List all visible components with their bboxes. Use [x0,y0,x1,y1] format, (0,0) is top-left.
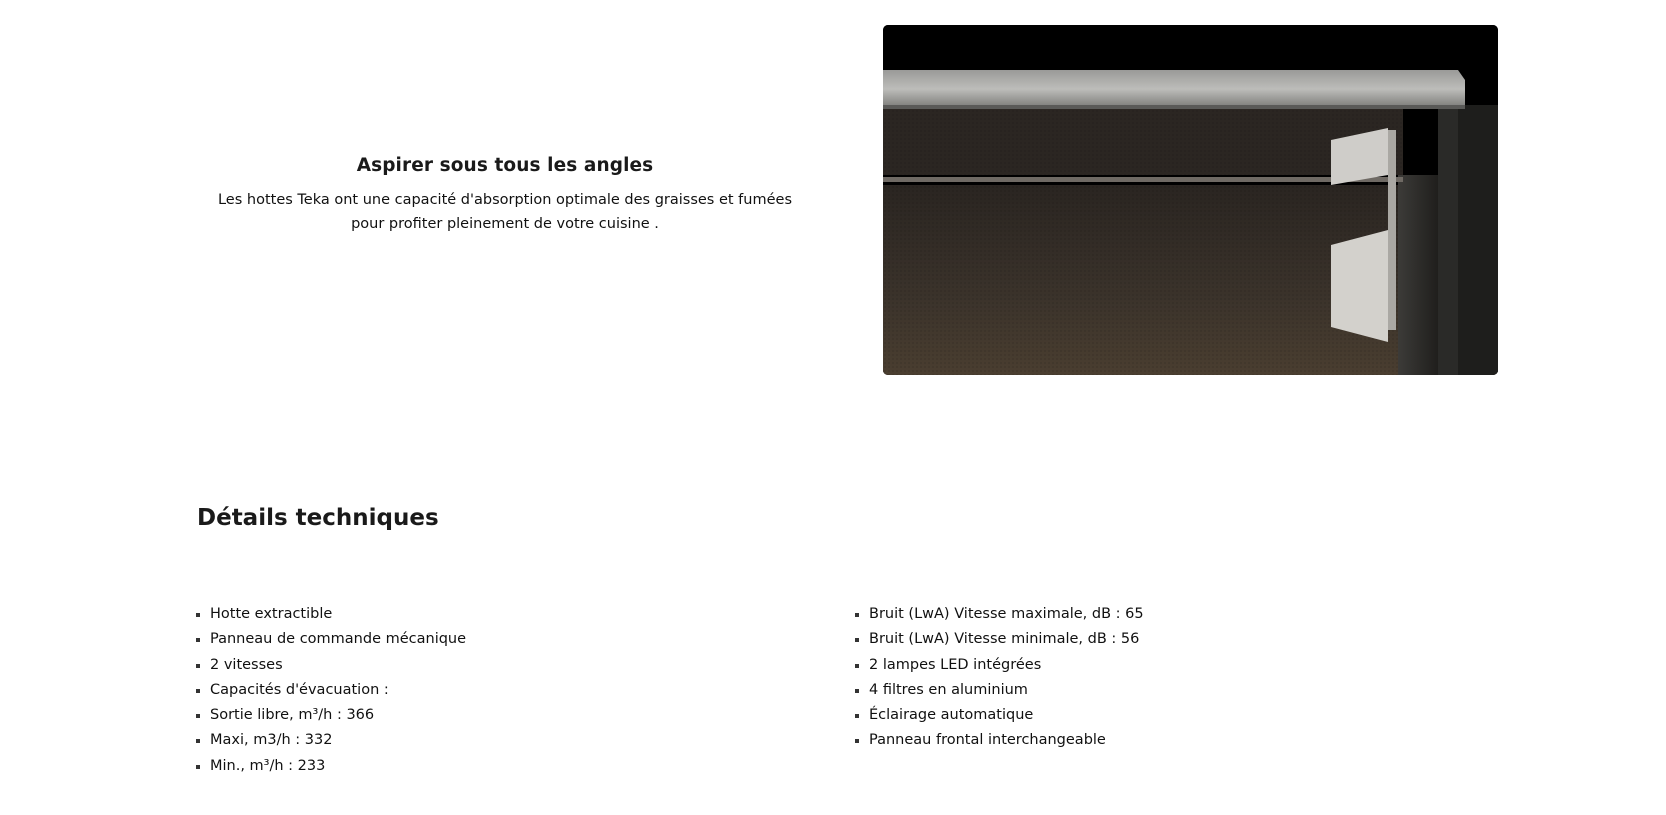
spec-text: Maxi, m3/h : 332 [210,732,333,749]
spec-item [855,728,1144,753]
feature-text-block [200,155,810,236]
tech-details-title: Détails techniques [197,505,439,531]
spec-list-right [855,602,1144,754]
spec-item [196,754,466,779]
spec-text: Bruit (LwA) Vitesse minimale, dB : 56 [869,631,1140,648]
spec-text: Hotte extractible [210,606,333,622]
spec-item [855,703,1144,728]
spec-text: Panneau de commande mécanique [210,631,467,648]
spec-item [196,602,466,627]
bullet-icon [196,664,200,668]
bullet-icon [855,714,859,718]
spec-item [196,703,466,728]
spec-item [855,602,1144,627]
spec-item [196,653,466,678]
bullet-icon [855,689,859,693]
feature-title: Aspirer sous tous les angles [356,155,654,176]
bullet-icon [855,638,859,642]
bullet-icon [855,613,859,617]
spec-text: Capacités d'évacuation : [210,681,389,698]
bullet-icon [196,714,200,718]
bullet-icon [196,689,200,693]
spec-list-left [196,602,466,779]
bullet-icon [196,638,200,642]
range-hood-image [883,25,1498,375]
bullet-icon [855,664,859,668]
spec-text: Panneau frontal interchangeable [869,732,1106,749]
spec-text: 4 filtres en aluminium [869,681,1028,698]
spec-text: 2 lampes LED intégrées [869,656,1042,673]
bullet-icon [855,739,859,743]
spec-item [196,728,466,753]
bullet-icon [196,739,200,743]
spec-item [196,678,466,703]
spec-item [855,653,1144,678]
spec-text: Bruit (LwA) Vitesse maximale, dB : 65 [869,606,1144,622]
spec-text: Min., m³/h : 233 [210,757,326,774]
bullet-icon [196,765,200,769]
spec-item [855,678,1144,703]
feature-description: Les hottes Teka ont une capacité d'absorption optimale des graisses et fumées pour profiter pleinement de votre cuisine . [217,192,792,232]
spec-item [196,627,466,652]
bullet-icon [196,613,200,617]
spec-text: Sortie libre, m³/h : 366 [210,707,375,724]
spec-text: Éclairage automatique [869,707,1034,724]
spec-item [855,627,1144,652]
spec-text: 2 vitesses [210,656,283,673]
